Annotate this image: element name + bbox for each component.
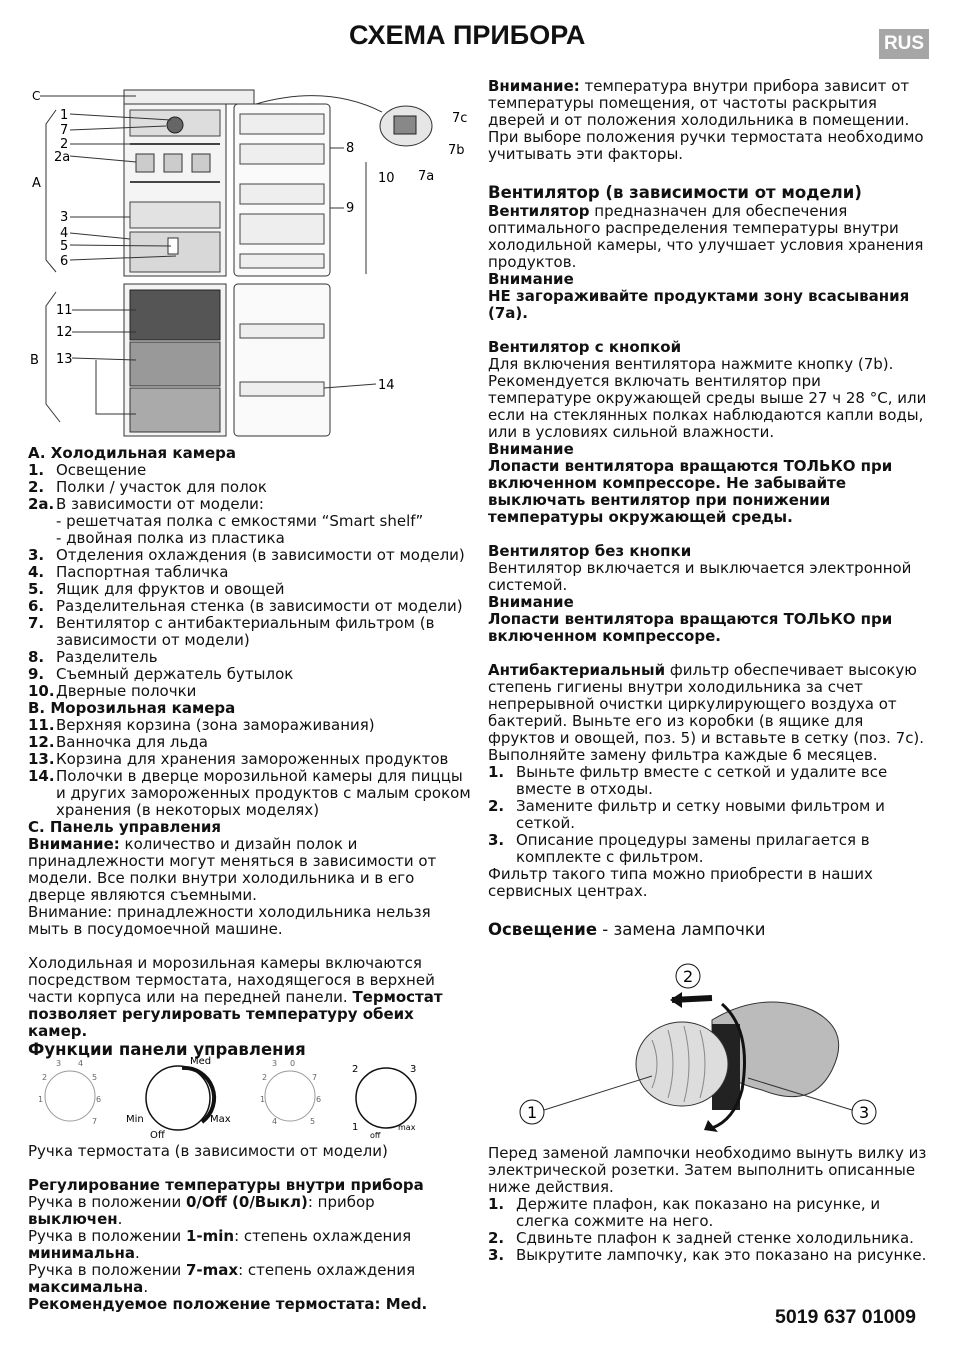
list-item-number: 2a. (28, 495, 55, 513)
list-item (28, 768, 473, 819)
right-column (488, 78, 928, 940)
list-item-text: Замените фильтр и сетку новыми фильтром и сеткой. (516, 797, 885, 832)
list-item (28, 564, 473, 581)
list-item-number (28, 530, 56, 547)
svg-text:A: A (32, 176, 41, 191)
lamp-illustration (512, 960, 892, 1140)
nobutton-fan-title: Вентилятор без кнопки (488, 542, 692, 560)
temperature-note: Внимание: температура внутри прибора зависит от температуры помещения, от частоты раскрытия дверей и от положения холодильника в помещении. При выборе положения ручки термостата необходимо учитывать эти факторы. (488, 77, 924, 163)
list-item (28, 615, 473, 649)
list-item-text: Выньте фильтр вместе с сеткой и удалите все вместе в отходы. (516, 763, 888, 798)
attention-note-2: Внимание: принадлежности холодильника нельзя мыть в посудомоечной машине. (28, 903, 431, 938)
list-item (28, 581, 473, 598)
list-item-text: Съемный держатель бутылок (56, 665, 294, 683)
list-item (28, 683, 473, 700)
list-item-text: Разделительная стенка (в зависимости от модели) (56, 597, 463, 615)
svg-text:2: 2 (262, 1073, 268, 1082)
knob-caption: Ручка термостата (в зависимости от модели) (28, 1142, 388, 1160)
svg-text:9: 9 (346, 201, 355, 216)
list-item (488, 832, 928, 866)
regulation-line-3: Ручка в положении 7-max: степень охлаждения максимальна. (28, 1261, 416, 1296)
section-a-title: A. Холодильная камера (28, 444, 237, 462)
list-item (28, 479, 473, 496)
list-item-text: Сдвиньте плафон к задней стенке холодильника. (516, 1229, 914, 1247)
list-item-number: 12. (28, 733, 55, 751)
list-item (488, 1230, 928, 1247)
list-item (28, 513, 473, 530)
functions-title: Функции панели управления (28, 1040, 306, 1059)
list-item-number: 1. (488, 763, 505, 781)
button-fan-title: Вентилятор с кнопкой (488, 338, 682, 356)
list-item-number: 3. (488, 831, 505, 849)
list-item (28, 496, 473, 513)
list-item-number: 3. (28, 546, 45, 564)
knob-2 (126, 1056, 231, 1140)
list-item-number: 10. (28, 682, 55, 700)
nobutton-fan-text: Вентилятор включается и выключается электронной системой. (488, 559, 912, 594)
button-fan-text: Для включения вентилятора нажмите кнопку (7b). Рекомендуется включать вентилятор при температуре окружающей среды выше 27 ч 28 °C, или если на стеклянных полках наблюдаются капли воды, или в условиях сильной влажности. (488, 355, 927, 441)
filter-buy: Фильтр такого типа можно приобрести в наших сервисных центрах. (488, 865, 873, 900)
svg-text:7: 7 (92, 1117, 98, 1126)
knob-1 (38, 1059, 101, 1126)
list-item (28, 717, 473, 734)
list-item-text: Разделитель (56, 648, 158, 666)
list-item-text: - решетчатая полка с емкостями “Smart shelf” (56, 512, 424, 530)
list-item (28, 666, 473, 683)
fan-title: Вентилятор (в зависимости от модели) (488, 183, 862, 202)
list-item-text: Полки / участок для полок (56, 478, 267, 496)
svg-text:7b: 7b (448, 143, 465, 158)
list-item-text: Отделения охлаждения (в зависимости от модели) (56, 546, 465, 564)
svg-text:2: 2 (352, 1064, 359, 1075)
svg-text:4: 4 (78, 1059, 84, 1068)
svg-text:3: 3 (56, 1059, 62, 1068)
list-item-number: 6. (28, 597, 45, 615)
svg-text:7c: 7c (452, 111, 468, 126)
svg-text:7: 7 (60, 123, 69, 138)
list-item-text: Паспортная табличка (56, 563, 229, 581)
lamp-label-2: 2 (683, 967, 694, 986)
fan-warning: НЕ загораживайте продуктами зону всасывания (7a). (488, 287, 910, 322)
list-b (28, 717, 473, 819)
list-item (28, 530, 473, 547)
svg-text:1: 1 (352, 1122, 359, 1133)
svg-text:8: 8 (346, 141, 355, 156)
svg-text:5: 5 (310, 1117, 316, 1126)
list-item-text: Дверные полочки (56, 682, 197, 700)
attention-note: Внимание: количество и дизайн полок и принадлежности могут меняться в зависимости от модели. Все полки внутри холодильника и в его дверце являются съемными. (28, 835, 437, 904)
svg-text:Off: Off (150, 1130, 165, 1140)
svg-text:6: 6 (96, 1095, 102, 1104)
knob-3 (260, 1059, 321, 1126)
svg-text:14: 14 (378, 378, 395, 393)
fan-attention: Внимание (488, 270, 574, 288)
list-item (28, 649, 473, 666)
list-item (28, 598, 473, 615)
list-item-text: Ящик для фруктов и овощей (56, 580, 285, 598)
list-item (28, 751, 473, 768)
list-item-number: 14. (28, 767, 55, 785)
list-item-text: Ванночка для льда (56, 733, 208, 751)
filter-replace: Выполняйте замену фильтра каждые 6 месяцев. (488, 746, 878, 764)
list-item-text: Корзина для хранения замороженных продуктов (56, 750, 449, 768)
list-item-number: 1. (28, 461, 45, 479)
section-b-title: B. Морозильная камера (28, 699, 236, 717)
svg-text:3: 3 (410, 1064, 417, 1075)
svg-text:7: 7 (312, 1073, 318, 1082)
filter-steps (488, 764, 928, 866)
thermostat-text: Холодильная и морозильная камеры включаются посредством термостата, находящегося в верхней части корпуса или на передней панели. Термостат позволяет регулировать температуру обеих камер. (28, 954, 443, 1040)
list-item-text: - двойная полка из пластика (56, 529, 285, 547)
list-item-text: Описание процедуры замены прилагается в комплекте с фильтром. (516, 831, 870, 866)
list-item-number: 13. (28, 750, 55, 768)
left-column (28, 445, 473, 1060)
svg-text:Med: Med (190, 1056, 212, 1067)
list-item-number: 2. (28, 478, 45, 496)
list-item-text: В зависимости от модели: (56, 495, 264, 513)
left-column-bottom (28, 1143, 473, 1313)
list-item-text: Полочки в дверце морозильной камеры для пиццы и других замороженных продуктов с малым сроком хранения (в некоторых моделях) (56, 767, 471, 819)
regulation-line-2: Ручка в положении 1-min: степень охлаждения минимальна. (28, 1227, 412, 1262)
list-item-number: 3. (488, 1246, 505, 1264)
section-c-title: C. Панель управления (28, 818, 221, 836)
svg-text:max: max (398, 1123, 416, 1132)
svg-text:5: 5 (92, 1073, 98, 1082)
list-item-text: Освещение (56, 461, 147, 479)
list-item-number: 8. (28, 648, 45, 666)
svg-text:Min: Min (126, 1114, 144, 1125)
list-item (28, 462, 473, 479)
svg-text:2: 2 (60, 137, 69, 152)
language-badge: RUS (879, 29, 929, 59)
svg-text:2: 2 (42, 1073, 48, 1082)
lamp-label-3: 3 (859, 1103, 870, 1122)
lamp-steps (488, 1196, 928, 1264)
svg-text:4: 4 (272, 1117, 278, 1126)
button-fan-attention: Внимание (488, 440, 574, 458)
list-item (488, 764, 928, 798)
list-item (28, 547, 473, 564)
list-item-number: 2. (488, 1229, 505, 1247)
list-item-text: Держите плафон, как показано на рисунке, и слегка сожмите на него. (516, 1195, 881, 1230)
button-fan-warning: Лопасти вентилятора вращаются ТОЛЬКО при включенном компрессоре. Не забывайте выключать вентилятор при понижении температуры окружающей среды. (488, 457, 893, 526)
list-item-number: 7. (28, 614, 45, 632)
svg-text:4: 4 (60, 226, 69, 241)
list-item (488, 1247, 928, 1264)
svg-text:5: 5 (60, 239, 69, 254)
svg-text:13: 13 (56, 352, 73, 367)
regulation-line-1: Ручка в положении 0/Off (0/Выкл): прибор выключен. (28, 1193, 375, 1228)
svg-text:1: 1 (260, 1095, 266, 1104)
knob-4 (352, 1064, 416, 1140)
list-a (28, 462, 473, 700)
knob-1-label: 1 (38, 1095, 44, 1104)
svg-text:off: off (370, 1131, 381, 1140)
list-item-text: Выкрутите лампочку, как это показано на рисунке. (516, 1246, 927, 1264)
list-item-number: 9. (28, 665, 45, 683)
svg-text:3: 3 (272, 1059, 278, 1068)
svg-text:10: 10 (378, 171, 395, 186)
right-column-bottom (488, 1145, 928, 1264)
regulation-recommended: Рекомендуемое положение термостата: Med. (28, 1295, 428, 1313)
lamp-label-1: 1 (527, 1103, 538, 1122)
nobutton-fan-warning: Лопасти вентилятора вращаются ТОЛЬКО при включенном компрессоре. (488, 610, 893, 645)
list-item (488, 1196, 928, 1230)
document-number: 5019 637 01009 (775, 1306, 916, 1328)
svg-text:2a: 2a (54, 150, 71, 165)
label-C: C (32, 89, 41, 103)
regulation-title: Регулирование температуры внутри прибора (28, 1176, 424, 1194)
list-item-number: 1. (488, 1195, 505, 1213)
svg-text:Max: Max (210, 1114, 231, 1125)
svg-text:1: 1 (60, 108, 69, 123)
page-title: СХЕМА ПРИБОРА (349, 20, 586, 50)
svg-text:6: 6 (316, 1095, 322, 1104)
svg-text:0: 0 (290, 1059, 296, 1068)
fan-text: Вентилятор предназначен для обеспечения оптимального распределения температуры внутри холодильной камеры, что улучшает условия хранения продуктов. (488, 202, 924, 271)
list-item-text: Вентилятор с антибактериальным фильтром (в зависимости от модели) (56, 614, 435, 649)
svg-text:B: B (30, 353, 39, 368)
lamp-intro: Перед заменой лампочки необходимо вынуть вилку из электрической розетки. Затем выполнить описанные ниже действия. (488, 1144, 927, 1196)
list-item (28, 734, 473, 751)
thermostat-knobs (30, 1056, 470, 1140)
svg-text:3: 3 (60, 210, 69, 225)
nobutton-fan-attention: Внимание (488, 593, 574, 611)
list-item-number (28, 513, 56, 530)
svg-text:6: 6 (60, 254, 69, 269)
svg-text:12: 12 (56, 325, 73, 340)
light-title: Освещение - замена лампочки (488, 920, 766, 939)
svg-text:7a: 7a (418, 169, 435, 184)
filter-text: Антибактериальный фильтр обеспечивает высокую степень гигиены внутри холодильника за счет непрерывной очистки циркулирующего воздуха от бактерий. Выньте его из коробки (в ящике для фруктов и овощей, поз. 5) и вставьте в сетку (поз. 7c). (488, 661, 925, 747)
svg-text:11: 11 (56, 303, 73, 318)
list-item (488, 798, 928, 832)
list-item-number: 5. (28, 580, 45, 598)
list-item-number: 2. (488, 797, 505, 815)
list-item-number: 11. (28, 716, 55, 734)
list-item-number: 4. (28, 563, 45, 581)
list-item-text: Верхняя корзина (зона замораживания) (56, 716, 375, 734)
fridge-diagram (26, 84, 476, 438)
